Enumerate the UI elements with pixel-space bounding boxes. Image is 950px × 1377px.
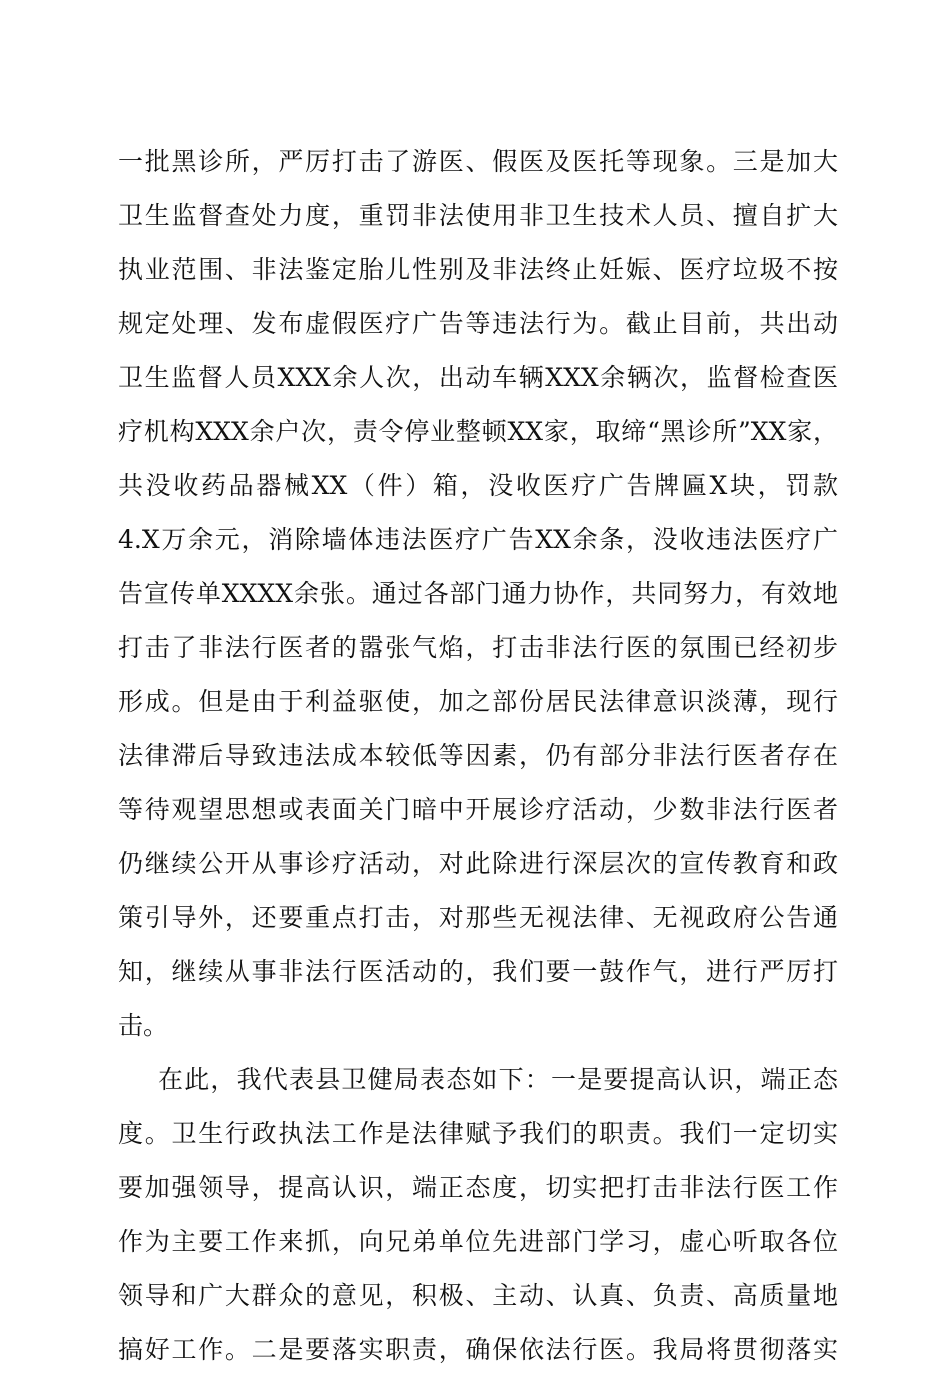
text-line: 告宣传单XXXX余张。通过各部门通力协作，共同努力，有效地 [118, 579, 838, 608]
text-line: 作为主要工作来抓，向兄弟单位先进部门学习，虚心听取各位 [118, 1227, 838, 1256]
text-line: 仍继续公开从事诊疗活动，对此除进行深层次的宣传教育和政 [118, 849, 838, 878]
text-line: 疗机构XXX余户次，责令停业整顿XX家，取缔“黑诊所”XX家， [118, 417, 838, 446]
text-line: 等待观望思想或表面关门暗中开展诊疗活动，少数非法行医者 [118, 795, 838, 824]
text-line: 形成。但是由于利益驱使，加之部份居民法律意识淡薄，现行 [118, 687, 838, 716]
text-line: 4.X万余元，消除墙体违法医疗广告XX余条，没收违法医疗广 [118, 525, 838, 554]
text-line: 卫生监督人员XXX余人次，出动车辆XXX余辆次，监督检查医 [118, 363, 838, 392]
text-line-paragraph-end: 击。 [118, 1011, 169, 1040]
document-body [118, 135, 838, 1377]
text-line: 打击了非法行医者的嚣张气焰，打击非法行医的氛围已经初步 [118, 633, 838, 662]
text-line: 领导和广大群众的意见，积极、主动、认真、负责、高质量地 [118, 1281, 838, 1310]
text-line: 法律滞后导致违法成本较低等因素，仍有部分非法行医者存在 [118, 741, 838, 770]
text-line-paragraph-start: 在此，我代表县卫健局表态如下：一是要提高认识，端正态 [158, 1065, 838, 1094]
text-line: 一批黑诊所，严厉打击了游医、假医及医托等现象。三是加大 [118, 147, 838, 176]
text-line: 规定处理、发布虚假医疗广告等违法行为。截止目前，共出动 [118, 309, 838, 338]
text-line: 知，继续从事非法行医活动的，我们要一鼓作气，进行严厉打 [118, 957, 838, 986]
text-line: 要加强领导，提高认识，端正态度，切实把打击非法行医工作 [118, 1173, 838, 1202]
text-line: 卫生监督查处力度，重罚非法使用非卫生技术人员、擅自扩大 [118, 201, 838, 230]
text-line: 共没收药品器械XX（件）箱，没收医疗广告牌匾X块，罚款 [118, 471, 838, 500]
text-line: 度。卫生行政执法工作是法律赋予我们的职责。我们一定切实 [118, 1119, 838, 1148]
text-line: 执业范围、非法鉴定胎儿性别及非法终止妊娠、医疗垃圾不按 [118, 255, 838, 284]
text-line: 策引导外，还要重点打击，对那些无视法律、无视政府公告通 [118, 903, 838, 932]
text-line: 搞好工作。二是要落实职责，确保依法行医。我局将贯彻落实 [118, 1335, 838, 1364]
